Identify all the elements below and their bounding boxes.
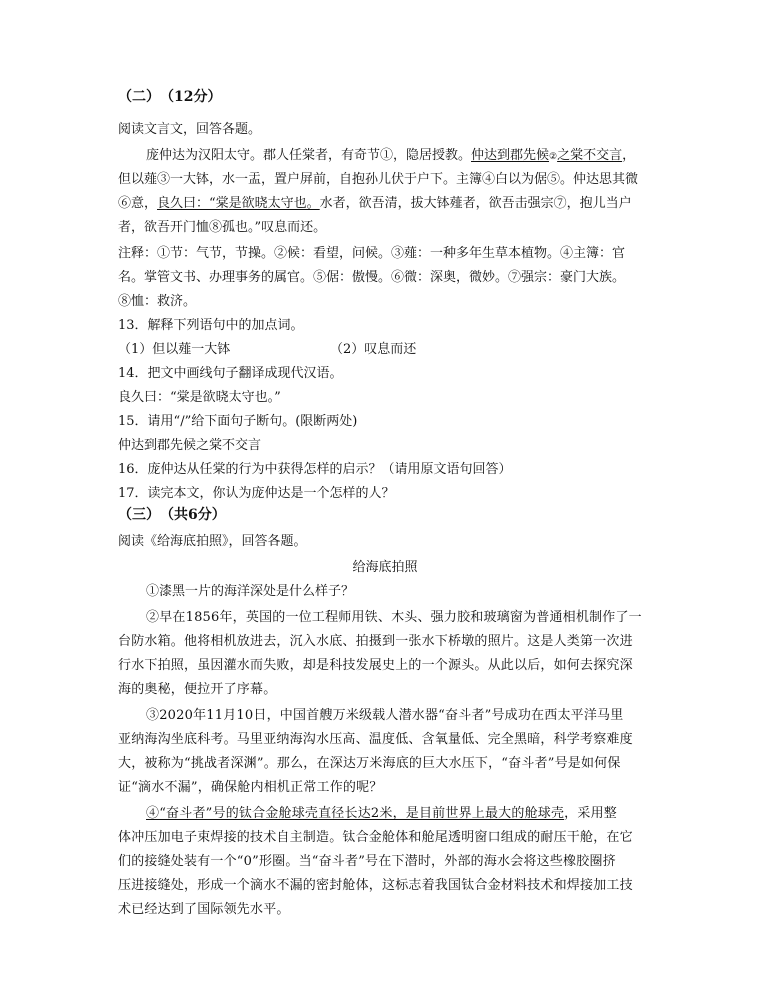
- classical-intro: 阅读文言文，回答各题。: [118, 122, 262, 137]
- classical-text: 水者，欲吾清，拔大钵薤者，欲吾击强宗⑦，抱儿当户: [319, 196, 632, 211]
- annotation-line-3: ⑧恤：救济。: [118, 294, 197, 309]
- article-para-4-line-2: 体冲压加电子束焊接的技术自主制造。钛合金舱体和舱尾透明窗口组成的耐压干舱，在它: [118, 830, 633, 845]
- article-para-2-line-4: 海的奥秘，便拉开了序幕。: [118, 682, 277, 697]
- note-mark: ②: [549, 152, 558, 162]
- annotation-line-2: 名。掌管文书、办理事务的属官。⑤倨：傲慢。⑥微：深奥，微妙。⑦强宗：豪门大族。: [118, 270, 626, 285]
- section-3-heading: （三） （共6分）: [118, 507, 226, 523]
- question-16: 16．庞仲达从任棠的行为中获得怎样的启示？（请用原文语句回答）: [118, 462, 512, 477]
- question-14-sentence: 良久曰：“棠是欲晓太守也。”: [118, 390, 281, 405]
- underlined-sentence: ④“奋斗者”号的钛合金舱球壳直径长达2米，是目前世界上最大的舱球壳: [146, 806, 565, 821]
- classical-line-4: 者，欲吾开门恤⑧孤也。”叹息而还。: [118, 220, 327, 235]
- question-13: 13．解释下列语句中的加点词。: [118, 318, 304, 333]
- modern-intro: 阅读《给海底拍照》，回答各题。: [118, 534, 307, 549]
- question-15: 15．请用“/”给下面句子断句。(限断两处): [118, 414, 358, 429]
- question-15-sentence: 仲达到郡先候之棠不交言: [118, 438, 262, 453]
- article-para-2-line-3: 行水下拍照，虽因灌水而失败，却是科技发展史上的一个源头。从此以后，如何去探究深: [118, 658, 633, 673]
- classical-line-1: [146, 144, 635, 163]
- article-para-4-line-1: [146, 802, 617, 821]
- underlined-sentence: 之棠不交言: [557, 148, 623, 163]
- underlined-sentence: 仲达到郡先候: [471, 148, 550, 163]
- article-para-4-line-3: 们的接缝处装有一个“0”形圈。当“奋斗者”号在下潜时，外部的海水会将这些橡胶圈挤: [118, 854, 616, 869]
- classical-line-3: [118, 192, 632, 211]
- classical-text: ⑥意，: [118, 196, 158, 211]
- article-para-4-line-4: 压进接缝处，形成一个滴水不漏的密封舱体，这标志着我国钛合金材料技术和焊接加工技: [118, 878, 633, 893]
- question-13-item-2: （2）叹息而还: [330, 342, 417, 357]
- article-text: ，采用整: [564, 806, 617, 821]
- classical-text: ，: [622, 148, 636, 163]
- underlined-sentence: 良久曰：“棠是欲晓太守也。: [157, 196, 320, 211]
- question-17: 17．读完本文，你认为庞仲达是一个怎样的人？: [118, 486, 395, 501]
- classical-text: 庞仲达为汉阳太守。郡人任棠者，有奇节①，隐居授教。: [146, 148, 472, 163]
- article-para-3-line-3: 大，被称为“挑战者深渊”。那么，在深达万米海底的巨大水压下，“奋斗者”号是如何保: [118, 756, 621, 771]
- annotation-line-1: 注释：①节：气节，节操。②候：看望，问候。③薤：一种多年生草本植物。④主簿：官: [118, 246, 626, 261]
- article-para-2-line-2: 台防水箱。他将相机放进去，沉入水底、拍摄到一张水下桥墩的照片。这是人类第一次进: [118, 634, 633, 649]
- article-para-2-line-1: ②早在1856年，英国的一位工程师用铁、木头、强力胶和玻璃窗为普通相机制作了一: [146, 610, 642, 625]
- classical-line-2: 但以薤③一大钵，水一盂，置户屏前，自抱孙儿伏于户下。主簿④白以为倨⑤。仲达思其微: [118, 172, 639, 187]
- article-para-3-line-1: ③2020年11月10日，中国首艘万米级载人潜水器“奋斗者”号成功在西太平洋马里: [146, 708, 624, 723]
- article-para-3-line-2: 亚纳海沟坐底科考。马里亚纳海沟水压高、温度低、含氧量低、完全黑暗，科学考察难度: [118, 732, 633, 747]
- question-14: 14．把文中画线句子翻译成现代汉语。: [118, 366, 343, 381]
- article-para-3-line-4: 证“滴水不漏”，确保舱内相机正常工作的呢？: [118, 780, 383, 795]
- article-para-4-line-5: 术已经达到了国际领先水平。: [118, 902, 290, 917]
- article-title: 给海底拍照: [352, 560, 418, 575]
- question-13-item-1: （1）但以薤一大钵: [118, 342, 231, 357]
- section-2-heading: （二） （12分）: [118, 89, 222, 105]
- article-para-1: ①漆黑一片的海洋深处是什么样子？: [146, 584, 355, 599]
